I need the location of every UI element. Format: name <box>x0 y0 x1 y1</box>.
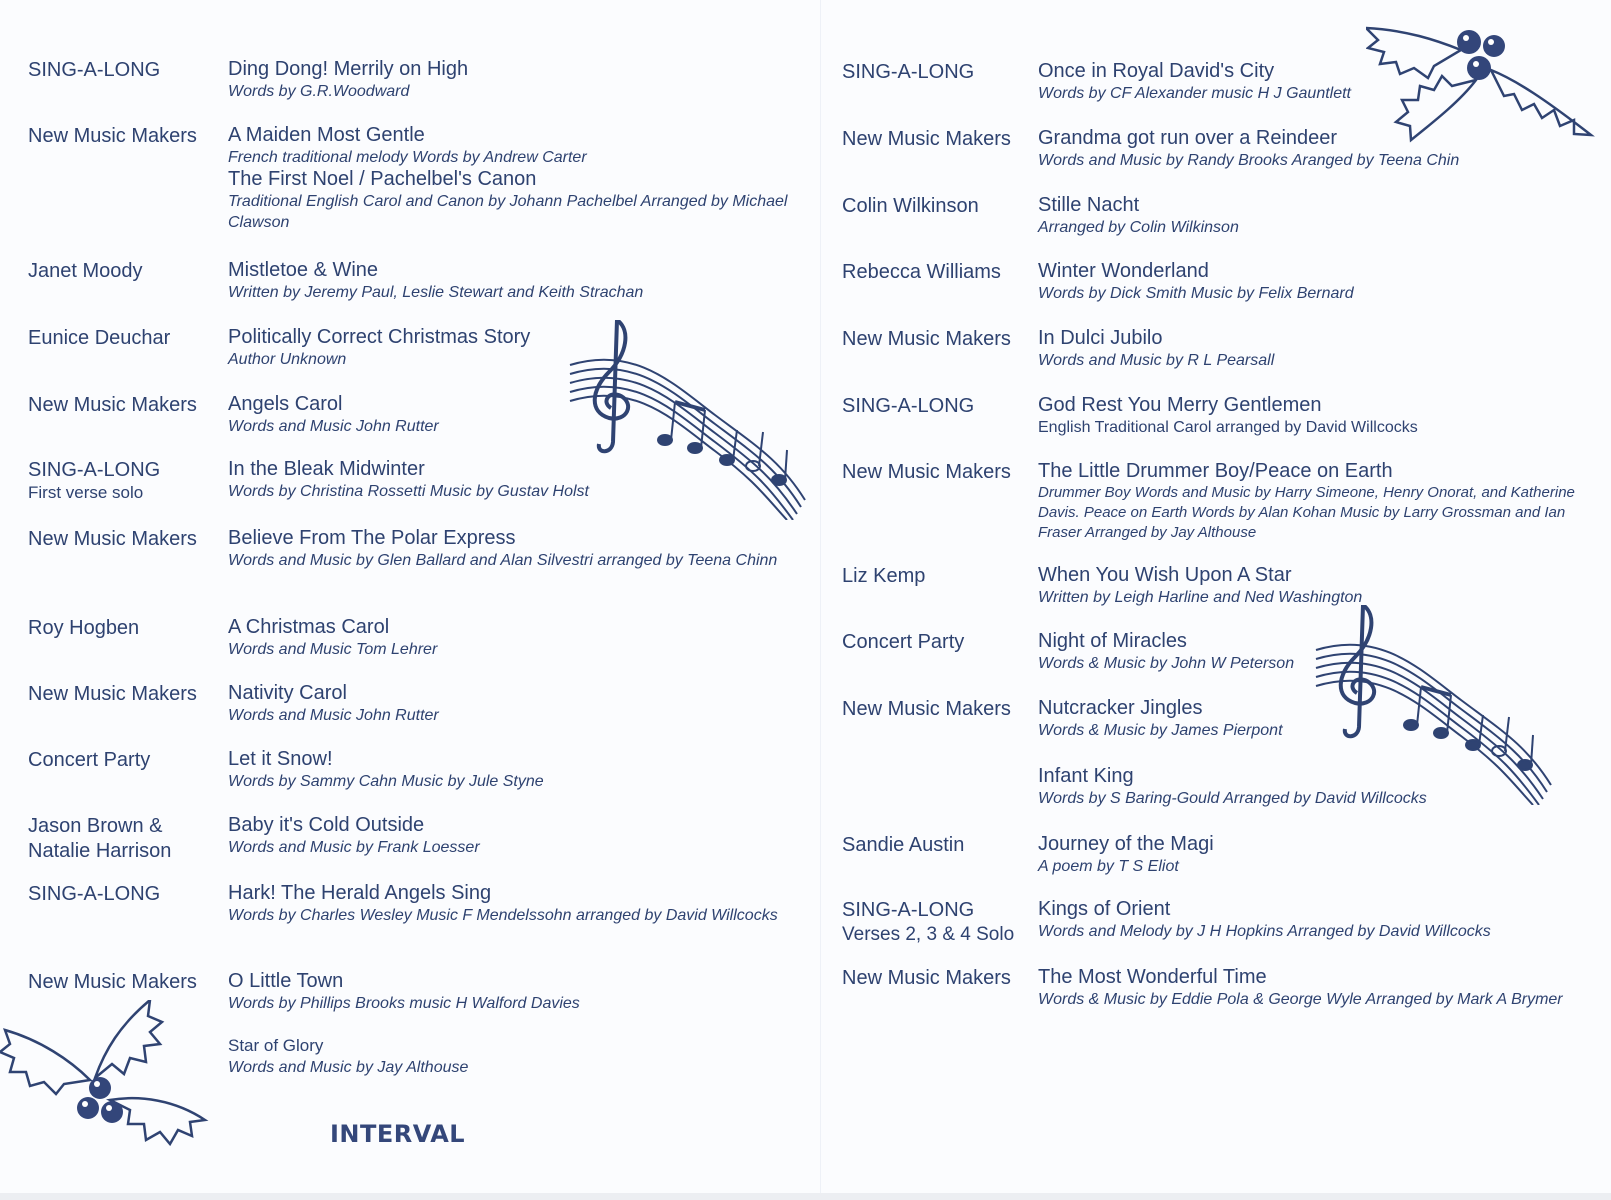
performer-name: New Music Makers <box>842 328 1011 350</box>
performer-name: New Music Makers <box>28 971 197 993</box>
piece-title: Believe From The Polar Express <box>228 527 516 549</box>
piece-title: God Rest You Merry Gentlemen <box>1038 394 1322 416</box>
piece-credit: Arranged by Colin Wilkinson <box>1038 219 1239 236</box>
piece <box>228 168 788 233</box>
piece <box>228 970 788 1014</box>
piece-title: Journey of the Magi <box>1038 833 1214 855</box>
piece <box>1038 966 1593 1010</box>
piece-title: A Christmas Carol <box>228 616 390 638</box>
piece <box>228 682 788 726</box>
interval-label: INTERVAL <box>330 1120 466 1148</box>
piece-credit: Words by CF Alexander music H J Gauntlett <box>1038 85 1351 102</box>
performer-name: New Music Makers <box>842 698 1011 720</box>
piece-credit: Words and Music by Jay Althouse <box>228 1059 469 1076</box>
performer-name: New Music Makers <box>28 528 197 550</box>
piece-credit: Written by Jeremy Paul, Leslie Stewart and Keith Strachan <box>228 284 644 301</box>
piece-credit: Words and Music John Rutter <box>228 707 439 724</box>
performer-name <box>842 898 1014 948</box>
performer-name: SING-A-LONG <box>842 61 975 83</box>
piece <box>228 259 788 303</box>
piece-credit: Words by S Baring-Gould Arranged by David Willcocks <box>1038 790 1427 807</box>
piece-list <box>1038 564 1593 608</box>
piece-credit: French traditional melody Words by Andrew Carter <box>228 149 587 166</box>
performer-name: New Music Makers <box>842 967 1011 989</box>
piece <box>228 527 788 571</box>
piece <box>228 748 788 792</box>
piece-title: In the Bleak Midwinter <box>228 458 425 480</box>
music-staff-icon <box>565 320 810 520</box>
performer-name: New Music Makers <box>842 128 1011 150</box>
piece-title: Mistletoe & Wine <box>228 259 379 281</box>
performer-name: Sandie Austin <box>842 834 965 856</box>
piece-credit: Words and Music by Glen Ballard and Alan Silvestri arranged by Teena Chinn <box>228 552 778 569</box>
piece-credit: A poem by T S Eliot <box>1038 858 1179 875</box>
piece-title: Night of Miracles <box>1038 630 1187 652</box>
treble-clef-icon <box>595 320 628 451</box>
piece-credit: Words by Christina Rossetti Music by Gustav Holst <box>228 483 589 500</box>
performer-label: Jason Brown & <box>28 815 163 837</box>
piece-list <box>228 682 788 726</box>
piece-list <box>228 527 788 571</box>
piece-list <box>228 124 788 233</box>
performer-note: First verse solo <box>28 483 144 502</box>
piece-list <box>1038 966 1593 1010</box>
piece-title: The Little Drummer Boy/Peace on Earth <box>1038 460 1393 482</box>
piece-title: Baby it's Cold Outside <box>228 814 425 836</box>
piece-title: When You Wish Upon A Star <box>1038 564 1292 586</box>
piece-credit: Words and Music Tom Lehrer <box>228 641 438 658</box>
performer-name <box>28 814 171 864</box>
piece-title: Grandma got run over a Reindeer <box>1038 127 1338 149</box>
performer-label: SING-A-LONG <box>28 459 161 481</box>
piece-credit: Words by G.R.Woodward <box>228 83 410 100</box>
piece-credit: Words by Phillips Brooks music H Walford Davies <box>228 995 580 1012</box>
piece-title: Kings of Orient <box>1038 898 1171 920</box>
performer-name: Roy Hogben <box>28 617 140 639</box>
piece-list <box>1038 898 1593 942</box>
piece-title: Politically Correct Christmas Story <box>228 326 531 348</box>
piece-title: Winter Wonderland <box>1038 260 1209 282</box>
piece-list <box>228 748 788 792</box>
piece-title: The First Noel / Pachelbel's Canon <box>228 168 537 190</box>
piece-title: Angels Carol <box>228 393 343 415</box>
piece-title: Stille Nacht <box>1038 194 1140 216</box>
performer-name <box>28 458 160 504</box>
performer-name: Liz Kemp <box>842 565 926 587</box>
piece <box>1038 394 1593 438</box>
piece <box>228 58 788 102</box>
piece-title: A Maiden Most Gentle <box>228 124 425 146</box>
piece-credit: Words and Music by Randy Brooks Aranged by Teena Chin <box>1038 152 1460 169</box>
performer-label: SING-A-LONG <box>842 899 975 921</box>
piece <box>228 882 788 926</box>
piece-title: Nutcracker Jingles <box>1038 697 1203 719</box>
piece-credit: Words and Music by Frank Loesser <box>228 839 480 856</box>
performer-name: Rebecca Williams <box>842 261 1001 283</box>
piece-list <box>228 882 788 926</box>
piece <box>1038 327 1593 371</box>
piece-list <box>228 970 788 1078</box>
piece-title: The Most Wonderful Time <box>1038 966 1267 988</box>
piece-title: Hark! The Herald Angels Sing <box>228 882 492 904</box>
piece <box>1038 260 1593 304</box>
piece <box>228 124 788 168</box>
page-edge <box>0 1193 1611 1200</box>
piece-list <box>1038 394 1593 438</box>
piece-credit: Written by Leigh Harline and Ned Washington <box>1038 589 1363 606</box>
performer-name: New Music Makers <box>28 394 197 416</box>
performer-name: SING-A-LONG <box>28 883 161 905</box>
piece <box>1038 460 1593 543</box>
piece-list <box>228 259 788 303</box>
piece <box>228 1034 788 1078</box>
performer-note: Natalie Harrison <box>28 840 172 862</box>
piece-title: Let it Snow! <box>228 748 333 770</box>
piece-credit: Words & Music by Eddie Pola & George Wyle Arranged by Mark A Brymer <box>1038 991 1563 1008</box>
piece-credit: English Traditional Carol arranged by David Willcocks <box>1038 419 1418 436</box>
piece-credit: Traditional English Carol and Canon by Johann Pachelbel Arranged by Michael Clawson <box>228 193 788 231</box>
piece-credit: Words & Music by John W Peterson <box>1038 655 1295 672</box>
piece-credit: Words by Charles Wesley Music F Mendelssohn arranged by David Willcocks <box>228 907 778 924</box>
piece-title: Star of Glory <box>228 1036 324 1055</box>
music-staff-icon <box>1311 605 1556 805</box>
piece-list <box>1038 194 1593 238</box>
piece <box>1038 898 1593 942</box>
piece-credit: Drummer Boy Words and Music by Harry Simeone, Henry Onorat, and Katherine Davis. Peace on Earth Words by Alan Kohan Music by Larry Grossman and Ian Fraser Arranged by Jay Althouse <box>1038 484 1575 541</box>
piece-credit: Words & Music by James Pierpont <box>1038 722 1283 739</box>
holly-icon <box>0 1000 210 1150</box>
piece-list <box>228 58 788 102</box>
piece-list <box>1038 460 1593 543</box>
piece-list <box>1038 833 1593 877</box>
piece-list <box>228 616 788 660</box>
piece <box>1038 194 1593 238</box>
performer-name: Concert Party <box>28 749 151 771</box>
piece-title: Nativity Carol <box>228 682 347 704</box>
performer-name: SING-A-LONG <box>842 395 975 417</box>
piece-list <box>1038 327 1593 371</box>
holly-icon <box>1366 10 1596 145</box>
piece <box>1038 833 1593 877</box>
piece-title: Ding Dong! Merrily on High <box>228 58 469 80</box>
piece-title: Infant King <box>1038 765 1134 787</box>
piece <box>1038 564 1593 608</box>
performer-note: Verses 2, 3 & 4 Solo <box>842 924 1015 945</box>
piece-credit: Words and Melody by J H Hopkins Arranged by David Willcocks <box>1038 923 1491 940</box>
piece-credit: Words by Dick Smith Music by Felix Bernard <box>1038 285 1354 302</box>
performer-name: Janet Moody <box>28 260 143 282</box>
performer-name: New Music Makers <box>28 125 197 147</box>
piece-title: Once in Royal David's City <box>1038 60 1275 82</box>
performer-name: Eunice Deuchar <box>28 327 171 349</box>
treble-clef-icon <box>1341 605 1374 736</box>
piece-credit: Words by Sammy Cahn Music by Jule Styne <box>228 773 544 790</box>
piece-credit: Author Unknown <box>228 351 347 368</box>
performer-name: New Music Makers <box>842 461 1011 483</box>
performer-name: Colin Wilkinson <box>842 195 979 217</box>
piece <box>228 616 788 660</box>
right-page <box>820 0 1611 1200</box>
piece-list <box>228 814 788 858</box>
performer-name: SING-A-LONG <box>28 59 161 81</box>
piece-credit: Words and Music John Rutter <box>228 418 439 435</box>
piece <box>228 814 788 858</box>
performer-name: Concert Party <box>842 631 965 653</box>
performer-name: New Music Makers <box>28 683 197 705</box>
piece-list <box>1038 260 1593 304</box>
piece-title: In Dulci Jubilo <box>1038 327 1163 349</box>
piece-credit: Words and Music by R L Pearsall <box>1038 352 1275 369</box>
piece-title: O Little Town <box>228 970 344 992</box>
